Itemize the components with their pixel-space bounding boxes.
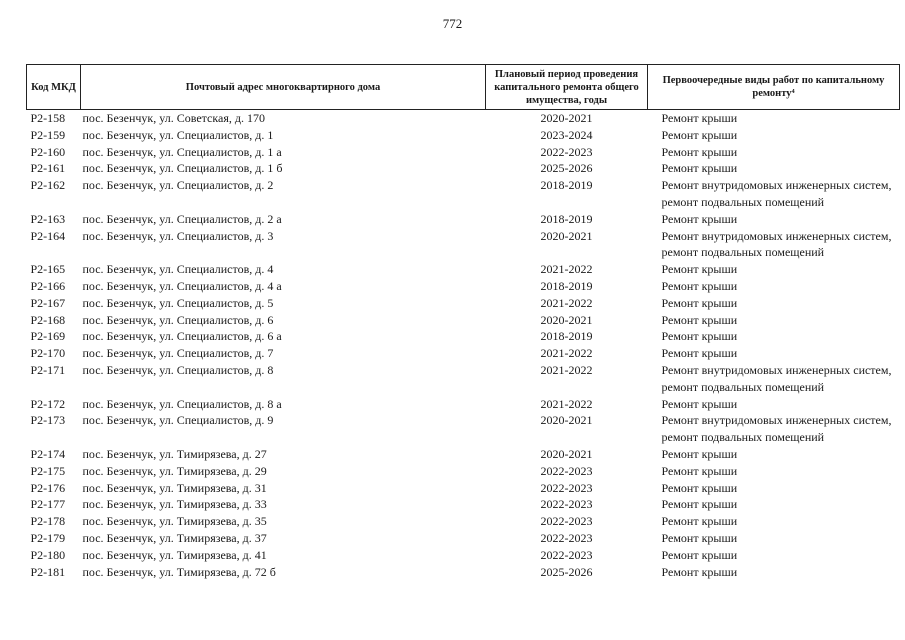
row-period: 2021-2022 xyxy=(540,362,593,377)
table-row xyxy=(27,127,900,144)
row-code: Р2-160 xyxy=(30,144,66,159)
table-row xyxy=(27,463,900,480)
work-item: Ремонт внутридомовых инженерных систем, xyxy=(661,178,892,193)
row-code: Р2-167 xyxy=(30,295,66,310)
row-code: Р2-175 xyxy=(30,463,66,478)
row-code: Р2-180 xyxy=(30,547,66,562)
row-period: 2018-2019 xyxy=(540,278,593,293)
row-works xyxy=(648,312,900,329)
row-code: Р2-168 xyxy=(30,312,66,327)
row-address: пос. Безенчук, ул. Специалистов, д. 1 а xyxy=(82,144,282,159)
row-works xyxy=(648,328,900,345)
row-works xyxy=(648,396,900,413)
row-works xyxy=(648,463,900,480)
work-item: ремонт подвальных помещений xyxy=(661,194,825,209)
row-code: Р2-166 xyxy=(30,278,66,293)
row-works xyxy=(648,412,900,446)
table-row xyxy=(27,328,900,345)
row-works xyxy=(648,228,900,262)
row-period: 2022-2023 xyxy=(540,497,593,512)
row-address: пос. Безенчук, ул. Специалистов, д. 4 xyxy=(82,262,274,277)
row-period: 2020-2021 xyxy=(540,446,593,461)
work-item: ремонт подвальных помещений xyxy=(661,379,825,394)
table-row xyxy=(27,362,900,396)
work-item: Ремонт крыши xyxy=(661,514,738,529)
work-item: Ремонт крыши xyxy=(661,396,738,411)
row-period: 2022-2023 xyxy=(540,480,593,495)
row-address: пос. Безенчук, ул. Советская, д. 170 xyxy=(82,111,265,125)
header-period: Плановый период проведения капитального ремонта общего имущества, годы xyxy=(486,65,648,110)
table-row xyxy=(27,211,900,228)
row-address: пос. Безенчук, ул. Специалистов, д. 1 xyxy=(82,127,274,142)
work-item: Ремонт крыши xyxy=(661,463,738,478)
work-item: Ремонт крыши xyxy=(661,111,738,125)
table-row xyxy=(27,295,900,312)
work-item: Ремонт крыши xyxy=(661,329,738,344)
table-row xyxy=(27,513,900,530)
row-code: Р2-178 xyxy=(30,514,66,529)
work-item: Ремонт крыши xyxy=(661,278,738,293)
row-code: Р2-174 xyxy=(30,446,66,461)
work-item: Ремонт крыши xyxy=(661,295,738,310)
work-item: Ремонт крыши xyxy=(661,564,738,579)
row-address: пос. Безенчук, ул. Тимирязева, д. 31 xyxy=(82,480,267,495)
table-body xyxy=(27,110,900,581)
row-code: Р2-162 xyxy=(30,178,66,193)
table-row xyxy=(27,396,900,413)
work-item: Ремонт внутридомовых инженерных систем, xyxy=(661,413,892,428)
work-item: Ремонт крыши xyxy=(661,211,738,226)
row-address: пос. Безенчук, ул. Специалистов, д. 8 xyxy=(82,362,274,377)
row-address: пос. Безенчук, ул. Специалистов, д. 3 xyxy=(82,228,274,243)
table-row xyxy=(27,144,900,161)
work-item: Ремонт внутридомовых инженерных систем, xyxy=(661,362,892,377)
row-works xyxy=(648,345,900,362)
row-works xyxy=(648,362,900,396)
row-address: пос. Безенчук, ул. Специалистов, д. 1 б xyxy=(82,161,283,176)
row-works xyxy=(648,446,900,463)
work-item: Ремонт крыши xyxy=(661,547,738,562)
row-period: 2020-2021 xyxy=(540,228,593,243)
row-code: Р2-169 xyxy=(30,329,66,344)
row-code: Р2-159 xyxy=(30,127,66,142)
row-works xyxy=(648,480,900,497)
row-period: 2023-2024 xyxy=(540,127,593,142)
row-works xyxy=(648,513,900,530)
row-works xyxy=(648,295,900,312)
row-period: 2022-2023 xyxy=(540,514,593,529)
table-row xyxy=(27,177,900,211)
row-code: Р2-172 xyxy=(30,396,66,411)
row-address: пос. Безенчук, ул. Тимирязева, д. 37 xyxy=(82,530,267,545)
row-address: пос. Безенчук, ул. Тимирязева, д. 29 xyxy=(82,463,267,478)
row-code: Р2-176 xyxy=(30,480,66,495)
work-item: Ремонт крыши xyxy=(661,497,738,512)
table-row xyxy=(27,480,900,497)
row-address: пос. Безенчук, ул. Специалистов, д. 7 xyxy=(82,346,274,361)
row-address: пос. Безенчук, ул. Специалистов, д. 6 xyxy=(82,312,274,327)
work-item: Ремонт крыши xyxy=(661,127,738,142)
table-row xyxy=(27,446,900,463)
table-row xyxy=(27,160,900,177)
row-works xyxy=(648,278,900,295)
table-row xyxy=(27,530,900,547)
row-period: 2018-2019 xyxy=(540,178,593,193)
row-period: 2021-2022 xyxy=(540,262,593,277)
row-works xyxy=(648,177,900,211)
row-period: 2022-2023 xyxy=(540,547,593,562)
table-header xyxy=(27,65,900,110)
row-code: Р2-164 xyxy=(30,228,66,243)
row-code: Р2-170 xyxy=(30,346,66,361)
row-period: 2025-2026 xyxy=(540,161,593,176)
row-period: 2020-2021 xyxy=(540,312,593,327)
row-period: 2018-2019 xyxy=(540,211,593,226)
work-item: Ремонт крыши xyxy=(661,480,738,495)
work-item: Ремонт внутридомовых инженерных систем, xyxy=(661,228,892,243)
row-period: 2020-2021 xyxy=(540,413,593,428)
row-works xyxy=(648,547,900,564)
row-works xyxy=(648,110,900,127)
table-row xyxy=(27,261,900,278)
row-address: пос. Безенчук, ул. Специалистов, д. 5 xyxy=(82,295,274,310)
row-address: пос. Безенчук, ул. Специалистов, д. 4 а xyxy=(82,278,282,293)
row-code: Р2-173 xyxy=(30,413,66,428)
row-period: 2021-2022 xyxy=(540,346,593,361)
row-address: пос. Безенчук, ул. Специалистов, д. 8 а xyxy=(82,396,282,411)
row-period: 2018-2019 xyxy=(540,329,593,344)
row-address: пос. Безенчук, ул. Специалистов, д. 2 а xyxy=(82,211,282,226)
row-code: Р2-171 xyxy=(30,362,66,377)
row-works xyxy=(648,127,900,144)
work-item: Ремонт крыши xyxy=(661,346,738,361)
work-item: Ремонт крыши xyxy=(661,530,738,545)
row-code: Р2-179 xyxy=(30,530,66,545)
row-code: Р2-161 xyxy=(30,161,66,176)
row-works xyxy=(648,211,900,228)
row-address: пос. Безенчук, ул. Специалистов, д. 6 а xyxy=(82,329,282,344)
row-address: пос. Безенчук, ул. Специалистов, д. 2 xyxy=(82,178,274,193)
row-works xyxy=(648,160,900,177)
table-row xyxy=(27,564,900,581)
row-code: Р2-165 xyxy=(30,262,66,277)
table-row xyxy=(27,278,900,295)
row-period: 2021-2022 xyxy=(540,396,593,411)
table-row xyxy=(27,345,900,362)
row-address: пос. Безенчук, ул. Тимирязева, д. 41 xyxy=(82,547,267,562)
header-address: Почтовый адрес многоквартирного дома xyxy=(81,65,486,110)
row-address: пос. Безенчук, ул. Тимирязева, д. 35 xyxy=(82,514,267,529)
row-code: Р2-177 xyxy=(30,497,66,512)
header-works: Первоочередные виды работ по капитальному ремонту⁴ xyxy=(648,65,900,110)
table-row xyxy=(27,228,900,262)
row-address: пос. Безенчук, ул. Тимирязева, д. 72 б xyxy=(82,564,276,579)
table-row xyxy=(27,110,900,127)
work-item: Ремонт крыши xyxy=(661,161,738,176)
row-period: 2022-2023 xyxy=(540,144,593,159)
row-works xyxy=(648,496,900,513)
table-row xyxy=(27,496,900,513)
row-address: пос. Безенчук, ул. Тимирязева, д. 33 xyxy=(82,497,267,512)
row-period: 2022-2023 xyxy=(540,463,593,478)
work-item: Ремонт крыши xyxy=(661,312,738,327)
work-item: Ремонт крыши xyxy=(661,144,738,159)
work-item: Ремонт крыши xyxy=(661,262,738,277)
work-item: ремонт подвальных помещений xyxy=(661,245,825,260)
row-works xyxy=(648,530,900,547)
table-row xyxy=(27,412,900,446)
table-row xyxy=(27,547,900,564)
row-code: Р2-158 xyxy=(30,111,66,125)
row-works xyxy=(648,261,900,278)
row-address: пос. Безенчук, ул. Тимирязева, д. 27 xyxy=(82,446,267,461)
row-period: 2022-2023 xyxy=(540,530,593,545)
row-works xyxy=(648,564,900,581)
work-item: ремонт подвальных помещений xyxy=(661,430,825,445)
repair-schedule-table xyxy=(26,64,900,580)
row-address: пос. Безенчук, ул. Специалистов, д. 9 xyxy=(82,413,274,428)
row-works xyxy=(648,144,900,161)
work-item: Ремонт крыши xyxy=(661,446,738,461)
table-row xyxy=(27,312,900,329)
row-code: Р2-163 xyxy=(30,211,66,226)
page-number: 772 xyxy=(442,16,463,31)
row-period: 2025-2026 xyxy=(540,564,593,579)
row-period: 2020-2021 xyxy=(540,111,593,125)
row-code: Р2-181 xyxy=(30,564,66,579)
header-code: Код МКД xyxy=(27,65,81,110)
row-period: 2021-2022 xyxy=(540,295,593,310)
